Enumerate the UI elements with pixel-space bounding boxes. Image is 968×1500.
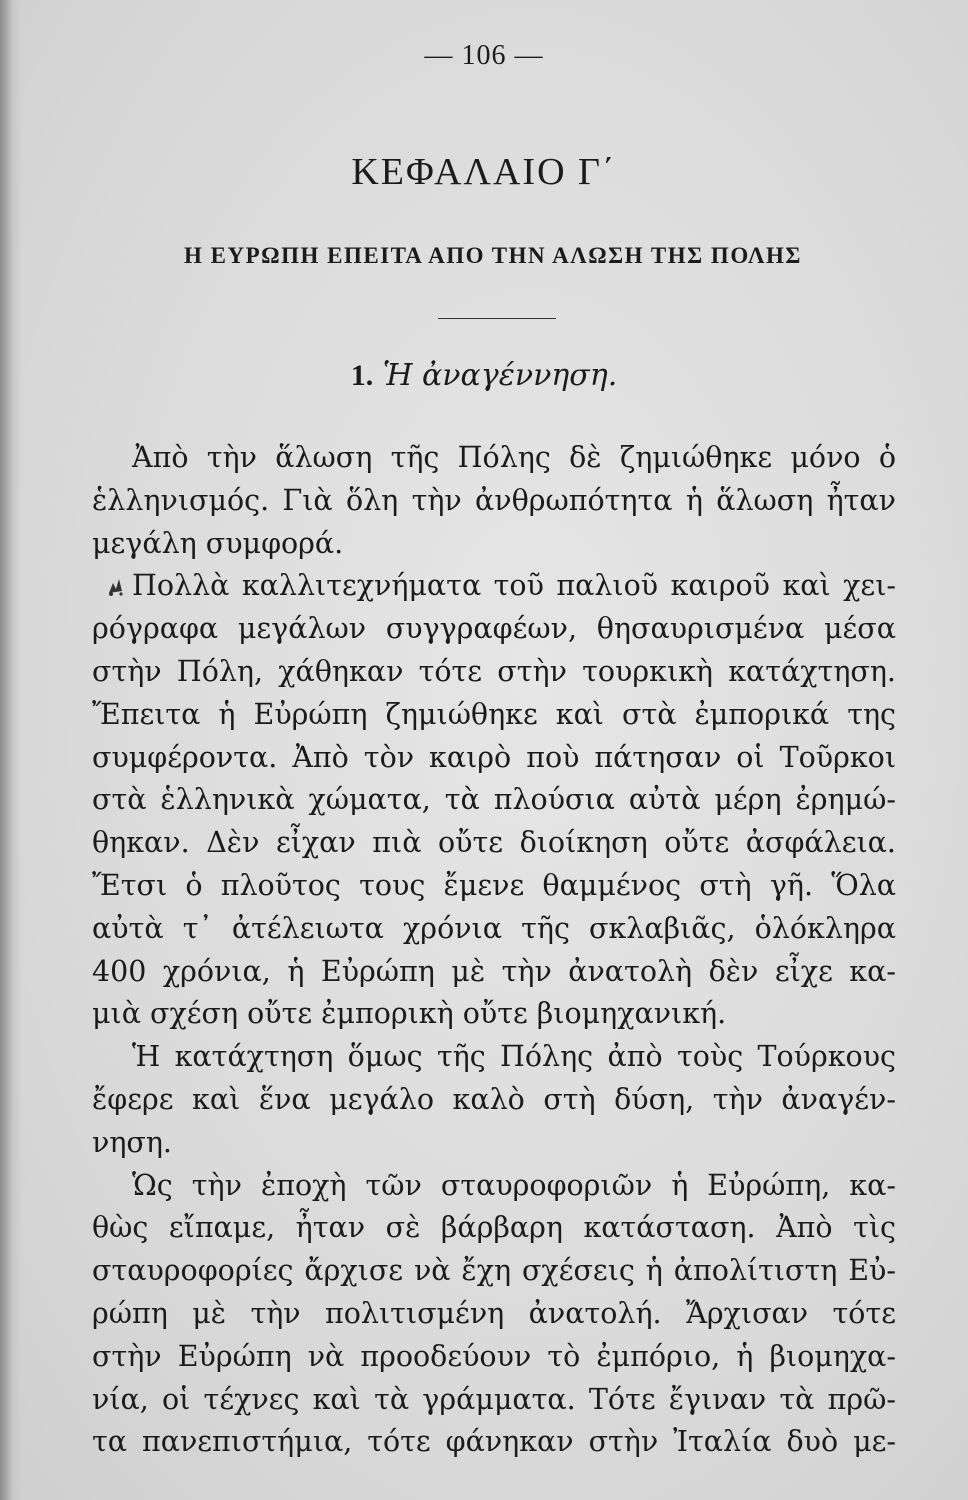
- text-line: Ὡς τὴν ἐποχὴ τῶν σταυροφοριῶν ἡ Εὐρώπη, κα-: [132, 1168, 896, 1202]
- text-line: σταυροφορίες ἄρχισε νὰ ἔχη σχέσεις ἡ ἀπολίτιστη Εὐ-: [92, 1254, 896, 1288]
- text-line: Ἔτσι ὁ πλοῦτος τους ἔμενε θαμμένος στὴ γῆ. Ὅλα: [92, 868, 896, 902]
- text-line-with-mark: [92, 565, 896, 608]
- text-line: Ἔπειτα ἡ Εὐρώπη ζημιώθηκε καὶ στὰ ἐμπορικά της: [92, 697, 896, 731]
- text-line: ρόγραφα μεγάλων συγγραφέων, θησαυρισμένα μέσα: [92, 612, 896, 646]
- section-number: 1.: [350, 359, 374, 392]
- text-line: ἔφερε καὶ ἕνα μεγάλο καλὸ στὴ δύση, τὴν ἀναγέν-: [92, 1082, 896, 1116]
- text-line: θηκαν. Δὲν εἶχαν πιὰ οὔτε διοίκηση οὔτε ἀσφάλεια.: [92, 826, 896, 860]
- text-line: Ἀπὸ τὴν ἅλωση τῆς Πόλης δὲ ζημιώθηκε μόνο ὁ: [132, 441, 896, 474]
- chapter-label: ΚΕΦΑΛΑΙΟ Γ΄: [351, 151, 617, 193]
- text-line: στὰ ἑλληνικὰ χώματα, τὰ πλούσια αὐτὰ μέρη ἐρημώ-: [92, 783, 896, 817]
- text-line: στὴν Εὐρώπη νὰ προοδεύουν τὸ ἐμπόριο, ἡ βιομηχα-: [92, 1339, 896, 1373]
- text-line: συμφέροντα. Ἀπὸ τὸν καιρὸ ποὺ πάτησαν οἱ Τοῦρκοι: [92, 740, 896, 774]
- text-line: νηση.: [92, 1125, 172, 1159]
- page-number: — 106 —: [424, 40, 544, 71]
- text-line: τα πανεπιστήμια, τότε φάνηκαν στὴν Ἰταλία δυὸ με-: [92, 1425, 896, 1459]
- text-line: ρώπη μὲ τὴν πολιτισμένη ἀνατολή. Ἄρχισαν τότε: [92, 1296, 896, 1330]
- text-line: νία, οἱ τέχνες καὶ τὰ γράμματα. Τότε ἔγιναν τὰ πρῶ-: [92, 1382, 896, 1416]
- text-line: θὼς εἴπαμε, ἦταν σὲ βάρβαρη κατάσταση. Ἀπὸ τὶς: [92, 1211, 896, 1245]
- divider-rule: [438, 318, 556, 319]
- text-line: στὴν Πόλη, χάθηκαν τότε στὴν τουρκικὴ κατάχτηση.: [92, 654, 896, 688]
- page-edge-shadow: [0, 0, 22, 1500]
- text-line: μιὰ σχέση οὔτε ἐμπορικὴ οὔτε βιομηχανική.: [92, 997, 727, 1031]
- text-line-content: Πολλὰ καλλιτεχνήματα τοῦ παλιοῦ καιροῦ καὶ χει-: [132, 569, 896, 603]
- text-line: 400 χρόνια, ἡ Εὐρώπη μὲ τὴν ἀνατολὴ δὲν εἶχε κα-: [92, 954, 896, 988]
- section-title: Ἡ ἀναγέννηση.: [382, 358, 618, 393]
- body-text: [92, 437, 896, 1464]
- chapter-title: Η ΕΥΡΩΠΗ ΕΠΕΙΤΑ ΑΠΟ ΤΗΝ ΑΛΩΣΗ ΤΗΣ ΠΟΛΗΣ: [184, 243, 802, 268]
- ink-blot-icon: [106, 575, 126, 597]
- text-line: ἑλληνισμός. Γιὰ ὅλη τὴν ἀνθρωπότητα ἡ ἅλωση ἦταν: [92, 483, 896, 517]
- text-line: Ἡ κατάχτηση ὅμως τῆς Πόλης ἀπὸ τοὺς Τούρκους: [132, 1040, 896, 1074]
- section-heading: [0, 358, 968, 393]
- text-line: μεγάλη συμφορά.: [92, 526, 344, 560]
- text-line: αὐτὰ τ᾿ ἀτέλειωτα χρόνια τῆς σκλαβιᾶς, ὁλόκληρα: [92, 911, 896, 945]
